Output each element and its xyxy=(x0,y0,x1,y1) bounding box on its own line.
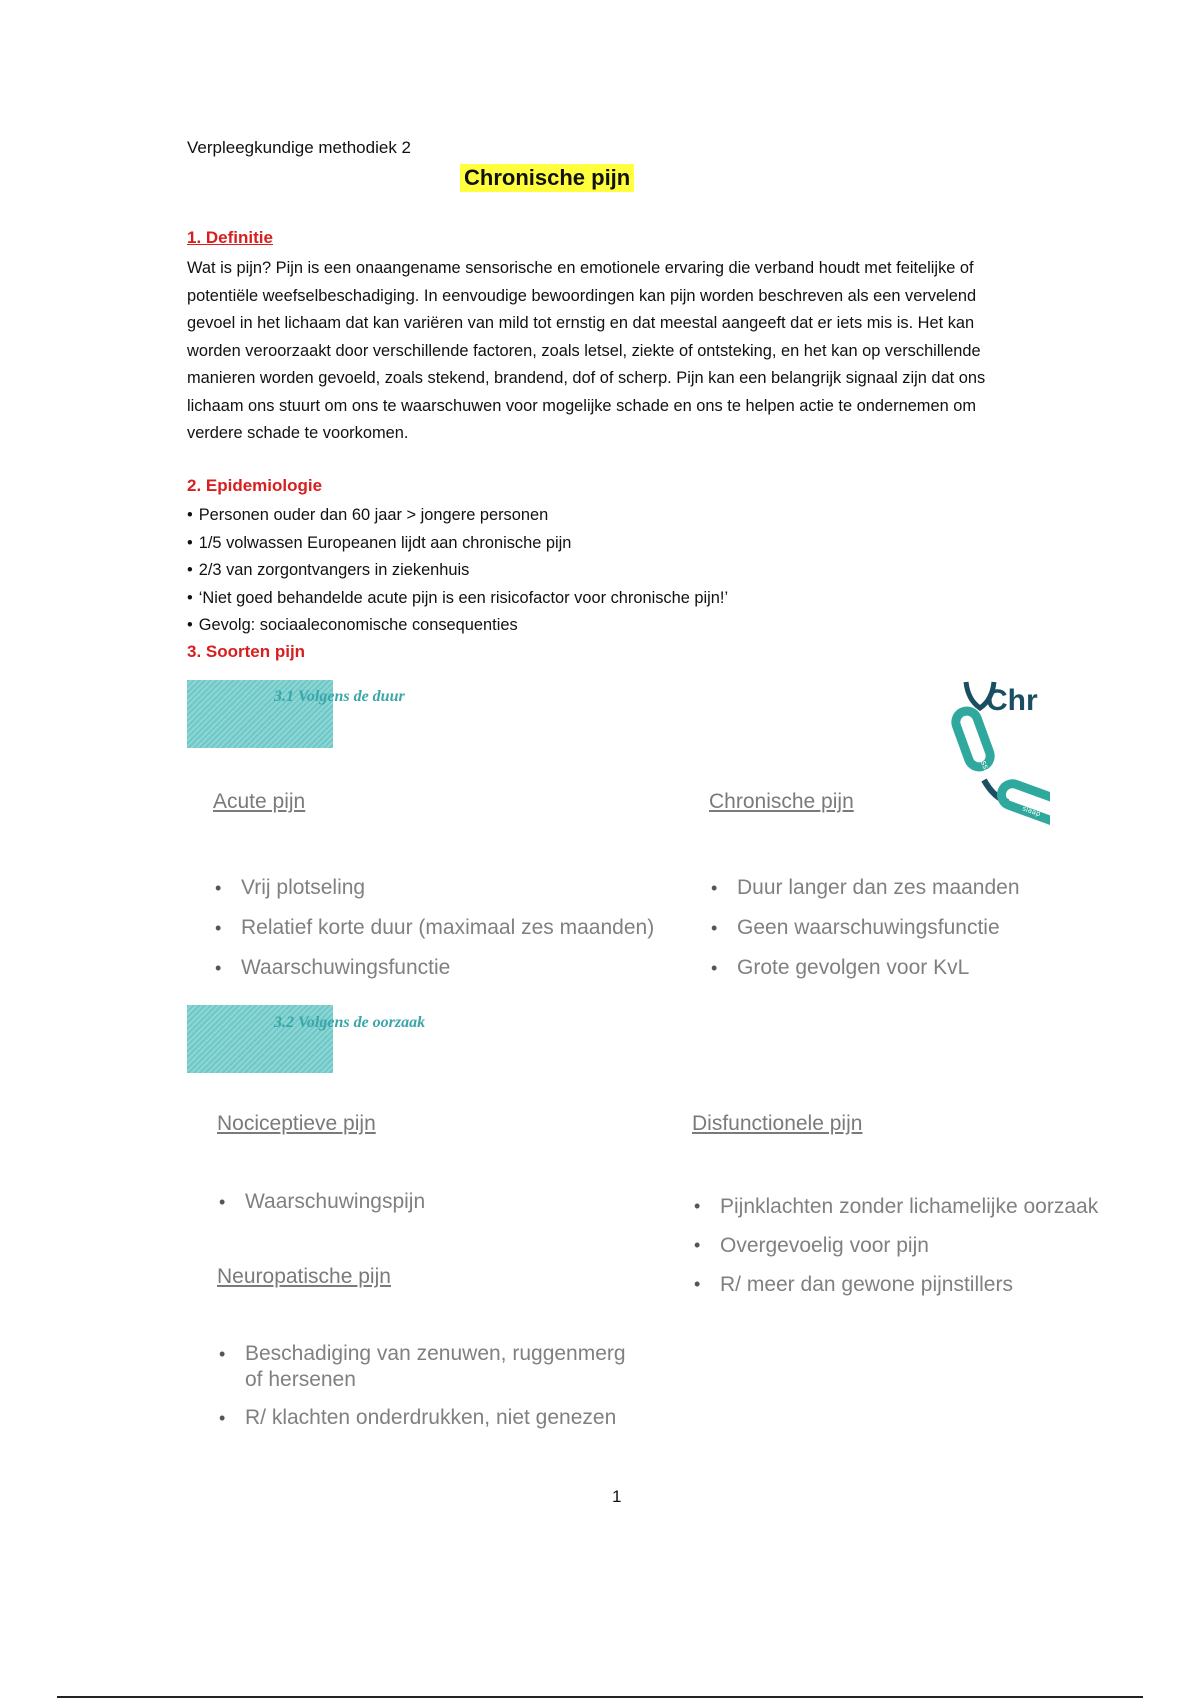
section-heading-soorten: 3. Soorten pijn xyxy=(187,642,306,661)
course-name: Verpleegkundige methodiek 2 xyxy=(187,138,411,157)
neuropathic-pain-list xyxy=(217,1341,647,1443)
chronic-pain-list xyxy=(709,868,1020,988)
footer-divider xyxy=(57,1696,1143,1698)
list-item: • Geen waarschuwingsfunctie xyxy=(709,908,1020,948)
list-item: • Personen ouder dan 60 jaar > jongere personen xyxy=(187,502,728,530)
page-title: Chronische pijn xyxy=(460,164,634,192)
list-item: • Vrij plotseling xyxy=(213,868,654,908)
nociceptive-pain-heading: Nociceptieve pijn xyxy=(217,1112,376,1135)
chronic-pain-heading: Chronische pijn xyxy=(709,790,854,813)
list-item: • Waarschuwingspijn xyxy=(217,1187,425,1217)
list-item: • Gevolg: sociaaleconomische consequenties xyxy=(187,612,728,640)
section-heading-epidemiologie: 2. Epidemiologie xyxy=(187,476,323,495)
list-item: • R/ meer dan gewone pijnstillers xyxy=(692,1265,1098,1304)
chain-title-fragment: Chr xyxy=(986,684,1038,717)
list-item: • Beschadiging van zenuwen, ruggenmerg of hersenen xyxy=(217,1341,647,1393)
acute-pain-heading: Acute pijn xyxy=(213,790,306,813)
acute-pain-list xyxy=(213,868,654,988)
list-item: • 1/5 volwassen Europeanen lijdt aan chronische pijn xyxy=(187,530,728,558)
list-item: • Duur langer dan zes maanden xyxy=(709,868,1020,908)
page-number: 1 xyxy=(612,1487,622,1506)
subheading-duur: 3.1 Volgens de duur xyxy=(274,688,405,705)
list-item: • Grote gevolgen voor KvL xyxy=(709,948,1020,988)
list-item: • 2/3 van zorgontvangers in ziekenhuis xyxy=(187,557,728,585)
list-item: • Overgevoelig voor pijn xyxy=(692,1226,1098,1265)
list-item: • Waarschuwingsfunctie xyxy=(213,948,654,988)
chain-icon xyxy=(950,680,1050,850)
section-heading-definitie: 1. Definitie xyxy=(187,228,273,247)
chain-link-label: slaap xyxy=(1021,804,1042,819)
subheading-oorzaak: 3.2 Volgens de oorzaak xyxy=(274,1014,426,1031)
list-item: • Relatief korte duur (maximaal zes maanden) xyxy=(213,908,654,948)
epidemiology-list xyxy=(187,502,728,640)
nociceptive-pain-list xyxy=(217,1187,425,1217)
dysfunctional-pain-list xyxy=(692,1187,1098,1304)
chain-graphic xyxy=(950,680,1050,850)
list-item: • R/ klachten onderdrukken, niet genezen xyxy=(217,1405,647,1431)
chain-link-label: depressie xyxy=(971,737,993,777)
list-item: • ‘Niet goed behandelde acute pijn is een risicofactor voor chronische pijn!’ xyxy=(187,585,728,613)
definition-paragraph: Wat is pijn? Pijn is een onaangename sensorische en emotionele ervaring die verband houdt met feitelijke of potentiële weefselbeschadiging. In eenvoudige bewoordingen kan pijn worden beschreven als een vervelend gevoel in het lichaam dat kan variëren van mild tot ernstig en dat meestal aangeeft dat er iets mis is. Het kan worden veroorzaakt door verschillende factoren, zoals letsel, ziekte of ontsteking, en het kan op verschillende manieren worden gevoeld, zoals stekend, brandend, dof of scherp. Pijn kan een belangrijk signaal zijn dat ons lichaam ons stuurt om ons te waarschuwen voor mogelijke schade en ons te helpen actie te ondernemen om verdere schade te voorkomen. xyxy=(187,259,986,442)
list-item: • Pijnklachten zonder lichamelijke oorzaak xyxy=(692,1187,1098,1226)
dysfunctional-pain-heading: Disfunctionele pijn xyxy=(692,1112,863,1135)
neuropathic-pain-heading: Neuropatische pijn xyxy=(217,1265,391,1288)
